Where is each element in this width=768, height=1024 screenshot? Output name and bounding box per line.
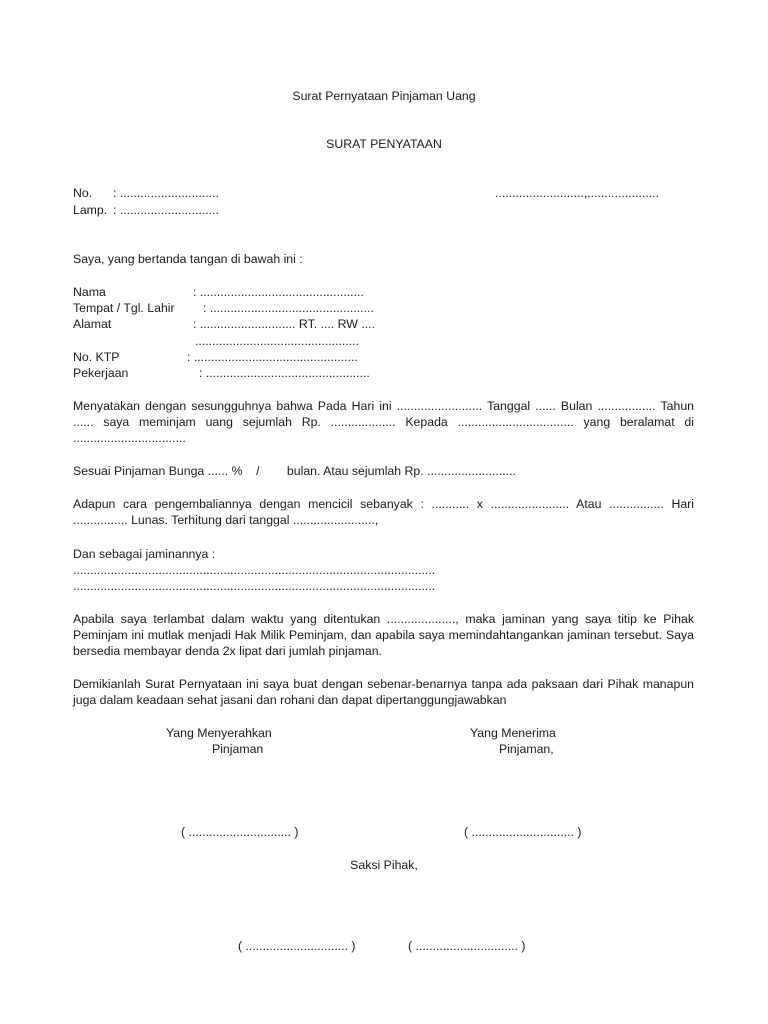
no-value: : ............................. bbox=[113, 186, 219, 200]
signer-left-subtitle: Pinjaman bbox=[212, 742, 264, 756]
field-label-pekerjaan: Pekerjaan bbox=[73, 366, 129, 380]
paragraph-repayment: Adapun cara pengembaliannya dengan mencicil sebanyak : ........... x ....................... Atau ................ Hari ................ Lunas. Terhitung dari tanggal ........................, bbox=[73, 497, 694, 527]
collateral-line-1: .......................................................................................................... bbox=[73, 563, 436, 577]
field-value-pekerjaan: : ................................................ bbox=[199, 366, 370, 380]
intro-text: Saya, yang bertanda tangan di bawah ini : bbox=[73, 252, 303, 266]
signer-left-title: Yang Menyerahkan bbox=[166, 726, 272, 740]
field-label-tempat-lahir: Tempat / Tgl. Lahir bbox=[73, 301, 175, 315]
signature-blank-right: ( .............................. ) bbox=[464, 825, 582, 839]
collateral-line-2: .......................................................................................................... bbox=[73, 579, 436, 593]
lamp-label: Lamp. bbox=[73, 203, 108, 217]
lamp-value: : ............................. bbox=[113, 203, 219, 217]
place-date-line: ..........................,..................... bbox=[495, 186, 659, 200]
signer-right-title: Yang Menerima bbox=[470, 726, 556, 740]
witness-blank-right: ( .............................. ) bbox=[408, 939, 526, 953]
paragraph-loan-statement: Menyatakan dengan sesungguhnya bahwa Pada Hari ini ......................... Tanggal ...... Bulan ................. Tahun ...... saya meminjam uang sejumlah Rp. ................... Kepada .................................. yang beralamat di ................................. bbox=[73, 399, 694, 445]
field-value-tempat-lahir: : ................................................ bbox=[203, 301, 374, 315]
signer-right-subtitle: Pinjaman, bbox=[499, 742, 554, 756]
field-label-ktp: No. KTP bbox=[73, 350, 120, 364]
signature-blank-left: ( .............................. ) bbox=[181, 825, 299, 839]
document-title: Surat Pernyataan Pinjaman Uang bbox=[292, 89, 476, 103]
field-value-nama: : ................................................ bbox=[193, 285, 364, 299]
field-value-alamat-line2: ................................................ bbox=[195, 334, 359, 348]
paragraph-interest: Sesuai Pinjaman Bunga ...... % / bulan. Atau sejumlah Rp. .......................... bbox=[73, 464, 516, 478]
field-label-nama: Nama bbox=[73, 285, 106, 299]
witness-title: Saksi Pihak, bbox=[350, 858, 418, 872]
field-value-ktp: : ................................................ bbox=[187, 350, 358, 364]
collateral-title: Dan sebagai jaminannya : bbox=[73, 547, 216, 561]
field-label-alamat: Alamat bbox=[73, 317, 112, 331]
no-label: No. bbox=[73, 186, 93, 200]
paragraph-closing: Demikianlah Surat Pernyataan ini saya buat dengan sebenar-benarnya tanpa ada paksaan dari Pihak manapun juga dalam keadaan sehat jasani dan rohani dan dapat dipertanggungjawabkan bbox=[73, 677, 694, 707]
paragraph-penalty: Apabila saya terlambat dalam waktu yang ditentukan ...................., maka jaminan yang saya titip ke Pihak Peminjam ini mutlak menjadi Hak Milik Peminjam, dan apabila saya memindahtangankan jaminan tersebut. Saya bersedia membayar denda 2x lipat dari jumlah pinjaman. bbox=[73, 612, 694, 658]
field-value-alamat: : ............................ RT. .... RW .... bbox=[193, 317, 375, 331]
statement-heading: SURAT PENYATAAN bbox=[326, 137, 442, 151]
witness-blank-left: ( .............................. ) bbox=[238, 939, 356, 953]
